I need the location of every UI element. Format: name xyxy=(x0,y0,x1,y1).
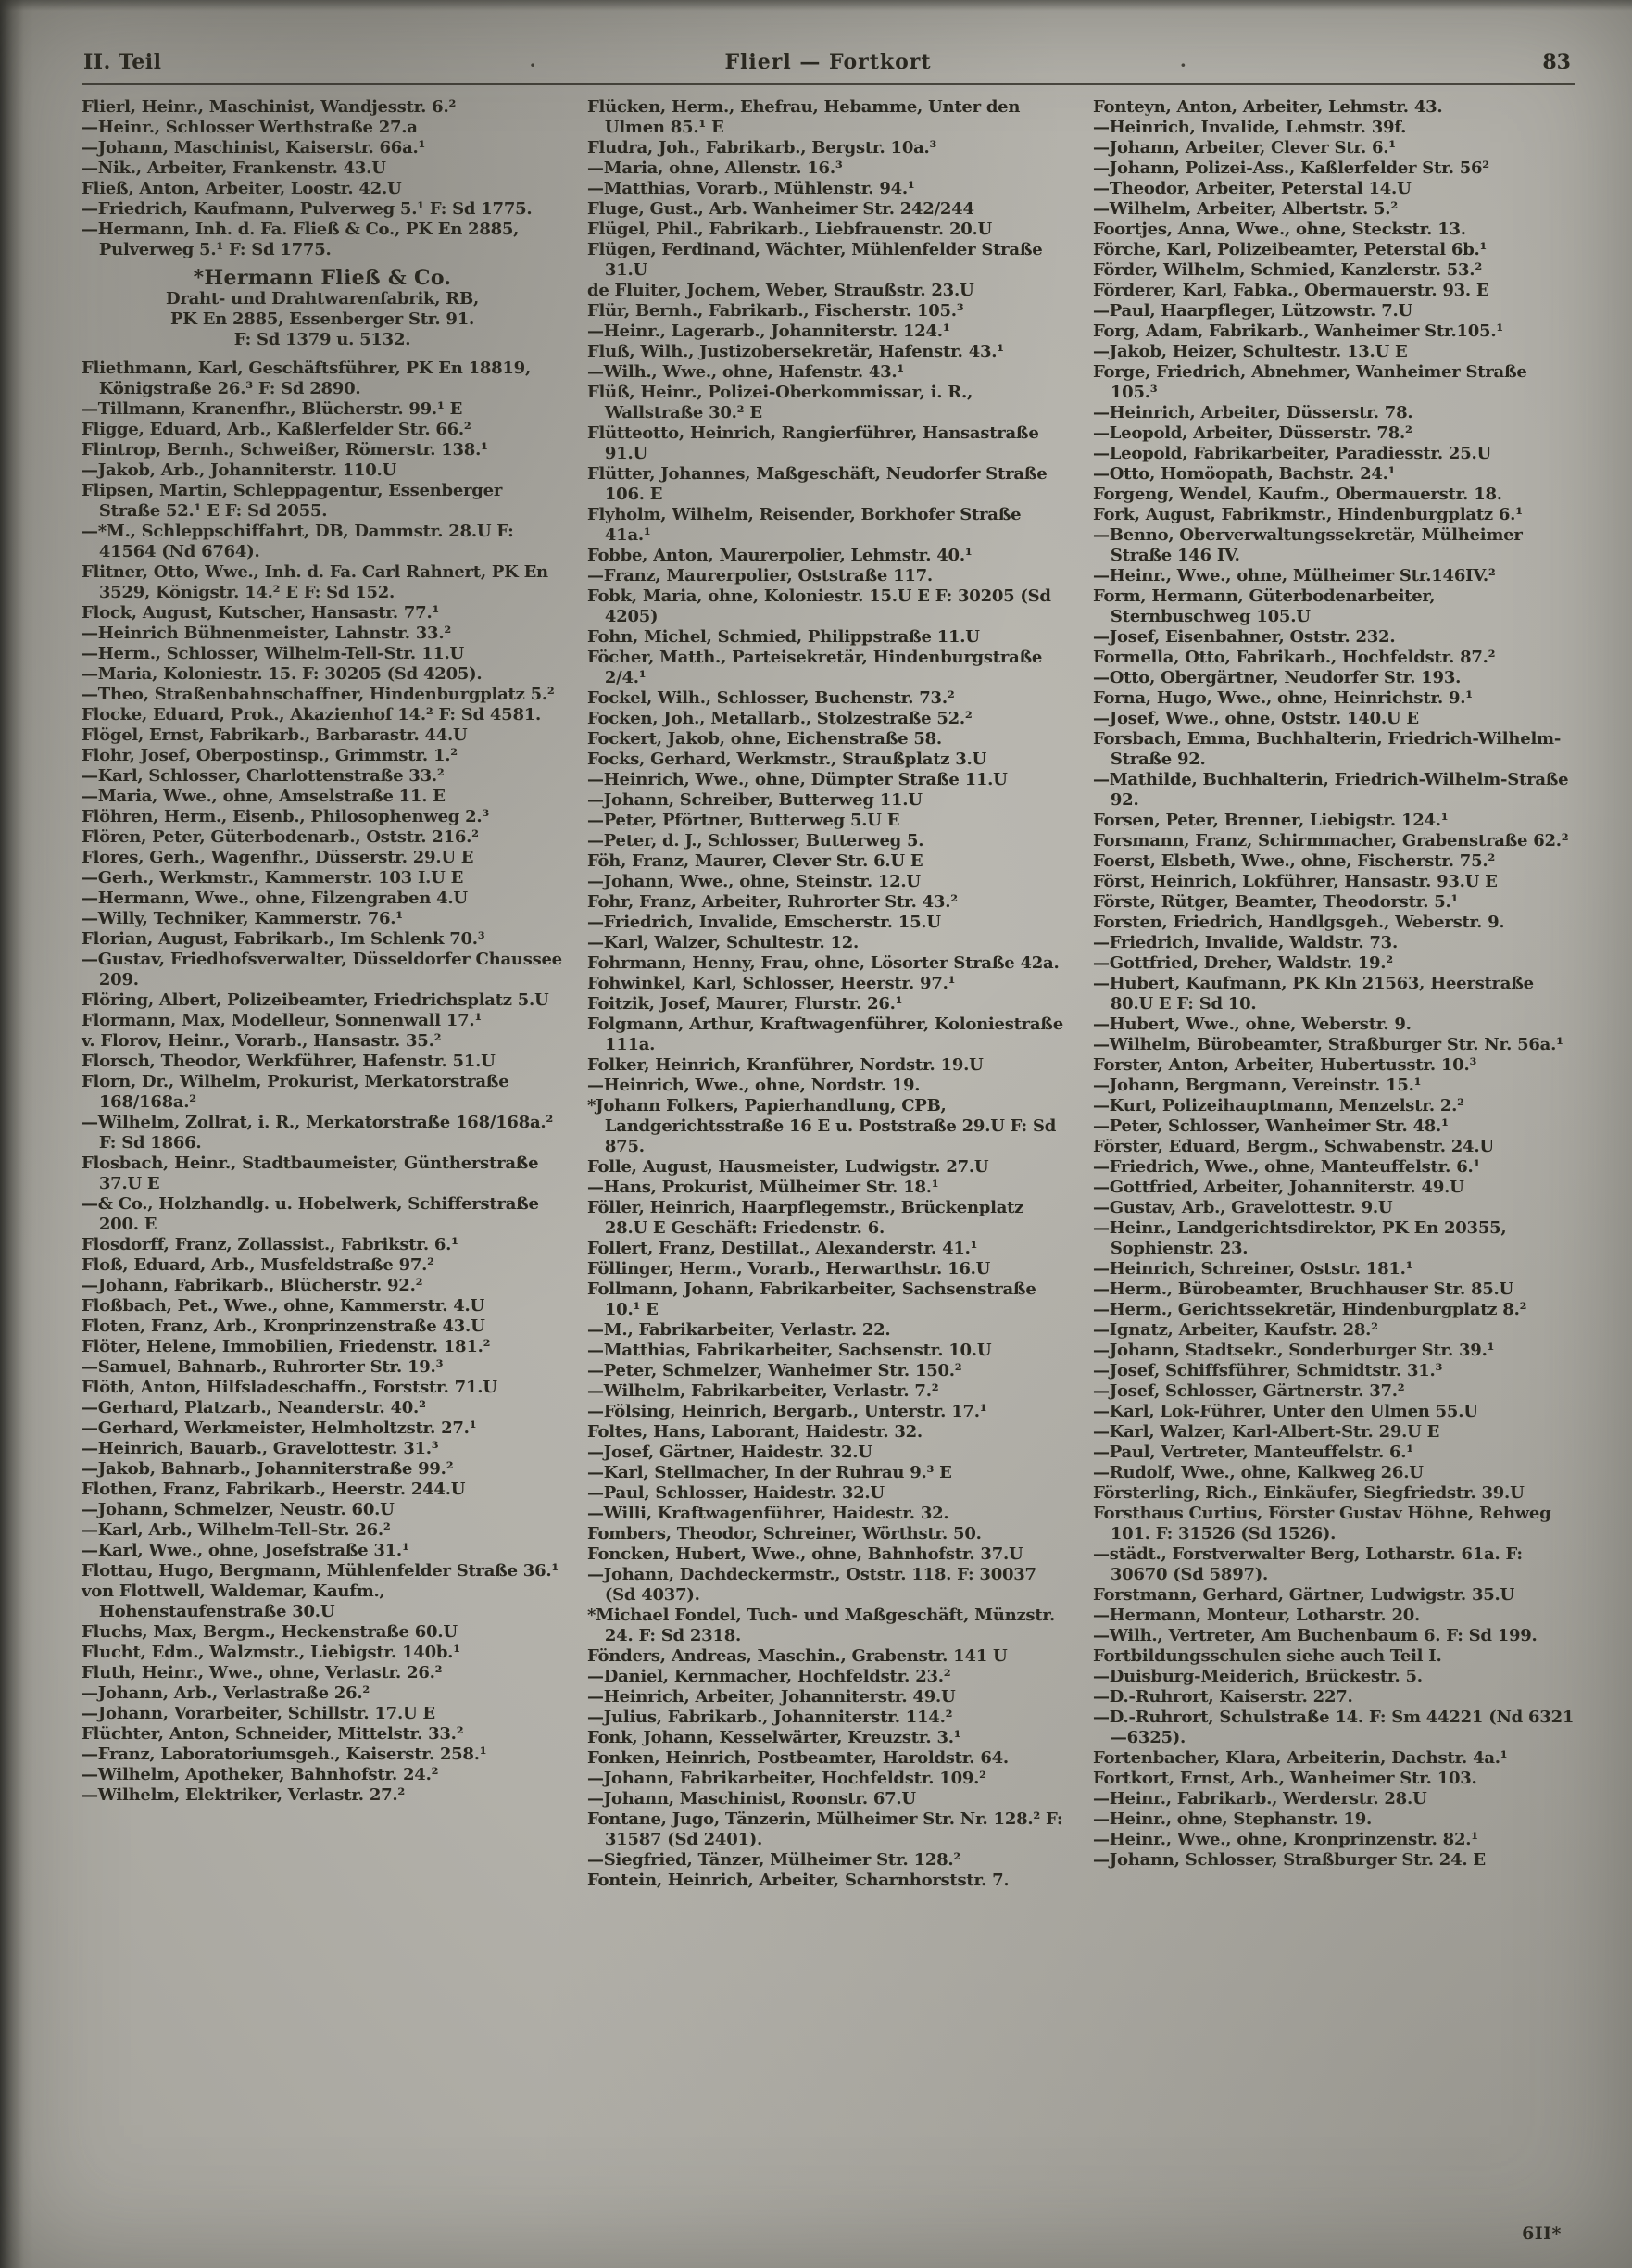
directory-entry: —Heinrich, Schreiner, Oststr. 181.¹ xyxy=(1093,1259,1413,1279)
directory-entry: —Karl, Walzer, Karl-Albert-Str. 29.U E xyxy=(1093,1422,1440,1442)
directory-entry: Folle, August, Hausmeister, Ludwigstr. 27.U xyxy=(587,1157,989,1177)
directory-entry: Forsthaus Curtius, Förster Gustav Höhne, Rehweg 101. F: 31526 (Sd 1526). xyxy=(1093,1504,1551,1544)
directory-entry: Focks, Gerhard, Werkmstr., Straußplatz 3.U xyxy=(587,750,986,769)
directory-entry: —Josef, Eisenbahner, Oststr. 232. xyxy=(1093,627,1396,647)
directory-entry: —Friedrich, Invalide, Waldstr. 73. xyxy=(1093,933,1398,952)
directory-entry: —Friedrich, Wwe., ohne, Manteuffelstr. 6.¹ xyxy=(1093,1157,1481,1177)
directory-entry: de Fluiter, Jochem, Weber, Straußstr. 23.U xyxy=(587,281,974,300)
directory-entry: —Daniel, Kernmacher, Hochfeldstr. 23.² xyxy=(587,1667,951,1686)
print-dot-left: · xyxy=(529,54,536,76)
running-head xyxy=(82,50,1575,83)
directory-entry: —Wilhelm, Fabrikarbeiter, Verlastr. 7.² xyxy=(587,1381,939,1401)
directory-entry: Forsten, Friedrich, Handlgsgeh., Weberstr. 9. xyxy=(1093,913,1505,932)
directory-entry: Floß, Eduard, Arb., Musfeldstraße 97.² xyxy=(82,1255,434,1275)
scan-top-shadow xyxy=(0,0,1632,11)
directory-entry: Föllinger, Herm., Vorarb., Herwarthstr. 16.U xyxy=(587,1259,991,1279)
directory-entry: —Karl, Schlosser, Charlottenstraße 33.² xyxy=(82,766,445,786)
directory-entry: Fobk, Maria, ohne, Koloniestr. 15.U E F: 30205 (Sd 4205) xyxy=(587,586,1051,626)
directory-entry: Florsch, Theodor, Werkführer, Hafenstr. 51.U xyxy=(82,1052,496,1071)
directory-entry: Foltes, Hans, Laborant, Haidestr. 32. xyxy=(587,1422,923,1442)
directory-entry: Fönders, Andreas, Maschin., Grabenstr. 141 U xyxy=(587,1646,1008,1666)
directory-entry: Fohn, Michel, Schmied, Philippstraße 11.U xyxy=(587,627,980,647)
directory-entry: —Karl, Arb., Wilhelm-Tell-Str. 26.² xyxy=(82,1520,391,1540)
directory-entry: —Josef, Wwe., ohne, Oststr. 140.U E xyxy=(1093,709,1419,728)
directory-entry: —Maria, Koloniestr. 15. F: 30205 (Sd 4205). xyxy=(82,664,483,684)
directory-entry: Formella, Otto, Fabrikarb., Hochfeldstr. 87.² xyxy=(1093,648,1496,667)
directory-entry: —Gustav, Friedhofsverwalter, Düsseldorfer Chaussee 209. xyxy=(82,950,562,989)
directory-entry: —Ignatz, Arbeiter, Kaufstr. 28.² xyxy=(1093,1320,1378,1340)
directory-entry: Forstmann, Gerhard, Gärtner, Ludwigstr. 35.U xyxy=(1093,1585,1514,1605)
directory-entry: Fortbildungsschulen siehe auch Teil I. xyxy=(1093,1646,1442,1666)
directory-entry: Fohr, Franz, Arbeiter, Ruhrorter Str. 43.² xyxy=(587,892,958,912)
directory-entry: —Gerh., Werkmstr., Kammerstr. 103 I.U E xyxy=(82,868,464,888)
column-3 xyxy=(1093,97,1575,1891)
directory-entry: Fombers, Theodor, Schreiner, Wörthstr. 50. xyxy=(587,1524,982,1544)
directory-entry: —Tillmann, Kranenfhr., Blücherstr. 99.¹ E xyxy=(82,399,463,419)
directory-entry: Flür, Bernh., Fabrikarb., Fischerstr. 105.³ xyxy=(587,301,964,321)
directory-entry: —Johann, Maschinist, Kaiserstr. 66a.¹ xyxy=(82,138,426,158)
directory-entry: Förste, Rütger, Beamter, Theodorstr. 5.¹ xyxy=(1093,892,1459,912)
directory-entry: —Johann, Schreiber, Butterweg 11.U xyxy=(587,790,923,810)
directory-entry: Flintrop, Bernh., Schweißer, Römerstr. 138.¹ xyxy=(82,440,488,460)
advert-line: F: Sd 1379 u. 5132. xyxy=(233,330,411,349)
directory-entry: —& Co., Holzhandlg. u. Hobelwerk, Schifferstraße 200. E xyxy=(82,1194,539,1234)
directory-entry: —Hermann, Wwe., ohne, Filzengraben 4.U xyxy=(82,888,468,908)
directory-entry: —Gerhard, Werkmeister, Helmholtzstr. 27.¹ xyxy=(82,1418,477,1438)
directory-entry: Fohrmann, Henny, Frau, ohne, Lösorter Straße 42a. xyxy=(587,953,1060,973)
directory-entry: —Paul, Schlosser, Haidestr. 32.U xyxy=(587,1483,885,1503)
directory-entry: Floten, Franz, Arb., Kronprinzenstraße 43.U xyxy=(82,1317,485,1336)
directory-entry: —Duisburg-Meiderich, Brückestr. 5. xyxy=(1093,1667,1423,1686)
directory-entry: *Michael Fondel, Tuch- und Maßgeschäft, Münzstr. 24. F: Sd 2318. xyxy=(587,1606,1055,1645)
directory-entry: Forsmann, Franz, Schirmmacher, Grabenstraße 62.² xyxy=(1093,831,1569,850)
directory-entry: —Johann, Fabrikarbeiter, Hochfeldstr. 109.² xyxy=(587,1769,986,1788)
directory-entry: Flücken, Herm., Ehefrau, Hebamme, Unter den Ulmen 85.¹ E xyxy=(587,97,1021,137)
directory-entry: Fliethmann, Karl, Geschäftsführer, PK En 18819, Königstraße 26.³ F: Sd 2890. xyxy=(82,359,531,398)
directory-entry: —Samuel, Bahnarb., Ruhrorter Str. 19.³ xyxy=(82,1357,444,1377)
directory-entry: —Wilhelm, Apotheker, Bahnhofstr. 24.² xyxy=(82,1765,439,1784)
directory-entry: Flierl, Heinr., Maschinist, Wandjesstr. 6.² xyxy=(82,97,457,117)
directory-entry: —Rudolf, Wwe., ohne, Kalkweg 26.U xyxy=(1093,1463,1424,1482)
directory-entry: —Gottfried, Arbeiter, Johanniterstr. 49.U xyxy=(1093,1178,1464,1197)
directory-entry: Fonken, Heinrich, Postbeamter, Haroldstr. 64. xyxy=(587,1748,1009,1768)
directory-entry: —Heinrich, Wwe., ohne, Dümpter Straße 11.U xyxy=(587,770,1008,789)
directory-entry: —Benno, Oberverwaltungssekretär, Mülheimer Straße 146 IV. xyxy=(1093,525,1523,565)
directory-entry: Florian, August, Fabrikarb., Im Schlenk 70.³ xyxy=(82,929,485,949)
directory-entry: —Wilh., Vertreter, Am Buchenbaum 6. F: Sd 199. xyxy=(1093,1626,1538,1645)
directory-entry: Flocke, Eduard, Prok., Akazienhof 14.² F: Sd 4581. xyxy=(82,705,542,724)
directory-entry: Flütter, Johannes, Maßgeschäft, Neudorfer Straße 106. E xyxy=(587,464,1048,504)
directory-entry: —Karl, Stellmacher, In der Ruhrau 9.³ E xyxy=(587,1463,952,1482)
directory-entry: —Franz, Laboratoriumsgeh., Kaiserstr. 258.¹ xyxy=(82,1745,487,1764)
directory-entry: —Jakob, Bahnarb., Johanniterstraße 99.² xyxy=(82,1459,454,1479)
directory-entry: —Heinrich, Invalide, Lehmstr. 39f. xyxy=(1093,118,1407,137)
directory-entry: Flügen, Ferdinand, Wächter, Mühlenfelder Straße 31.U xyxy=(587,240,1043,280)
column-1 xyxy=(82,97,563,1891)
directory-entry: —Heinrich Bühnenmeister, Lahnstr. 33.² xyxy=(82,624,451,643)
directory-entry: —Friedrich, Invalide, Emscherstr. 15.U xyxy=(587,913,941,932)
directory-entry: —Siegfried, Tänzer, Mülheimer Str. 128.² xyxy=(587,1850,961,1870)
directory-entry: —Karl, Lok-Führer, Unter den Ulmen 55.U xyxy=(1093,1402,1478,1421)
directory-entry: —Johann, Bergmann, Vereinstr. 15.¹ xyxy=(1093,1076,1422,1095)
directory-entry: Fontane, Jugo, Tänzerin, Mülheimer Str. Nr. 128.² F: 31587 (Sd 2401). xyxy=(587,1809,1063,1849)
directory-entry: Flosbach, Heinr., Stadtbaumeister, Güntherstraße 37.U E xyxy=(82,1153,539,1193)
directory-entry: Fontein, Heinrich, Arbeiter, Scharnhorststr. 7. xyxy=(587,1871,1010,1890)
scan-gutter-shadow xyxy=(0,0,33,2268)
directory-entry: —Mathilde, Buchhalterin, Friedrich-Wilhelm-Straße 92. xyxy=(1093,770,1569,810)
running-head-section: II. Teil xyxy=(83,50,162,74)
directory-entry: Form, Hermann, Güterbodenarbeiter, Sternbuschweg 105.U xyxy=(1093,586,1436,626)
directory-entry: —Johann, Maschinist, Roonstr. 67.U xyxy=(587,1789,916,1808)
directory-entry: Flosdorff, Franz, Zollassist., Fabrikstr. 6.¹ xyxy=(82,1235,458,1254)
directory-entry: —Hans, Prokurist, Mülheimer Str. 18.¹ xyxy=(587,1178,939,1197)
directory-entry: Follert, Franz, Destillat., Alexanderstr. 41.¹ xyxy=(587,1239,978,1258)
directory-entry: —Johann, Schmelzer, Neustr. 60.U xyxy=(82,1500,395,1519)
directory-entry: —Fölsing, Heinrich, Bergarb., Unterstr. 17.¹ xyxy=(587,1402,987,1421)
directory-entry: —Heinrich, Bauarb., Gravelottestr. 31.³ xyxy=(82,1439,439,1458)
directory-entry: Fonteyn, Anton, Arbeiter, Lehmstr. 43. xyxy=(1093,97,1443,117)
directory-entry: —Johann, Arb., Verlastraße 26.² xyxy=(82,1683,370,1703)
running-head-range: Flierl — Fortkort xyxy=(724,50,932,74)
directory-entry: —Heinr., Wwe., ohne, Kronprinzenstr. 82.¹ xyxy=(1093,1830,1478,1849)
directory-entry: —Herm., Schlosser, Wilhelm-Tell-Str. 11.U xyxy=(82,644,464,663)
directory-entry: Flyholm, Wilhelm, Reisender, Borkhofer Straße 41a.¹ xyxy=(587,505,1022,545)
advert-line: PK En 2885, Essenberger Str. 91. xyxy=(170,309,474,329)
directory-entry: Flipsen, Martin, Schleppagentur, Essenberger Straße 52.¹ E F: Sd 2055. xyxy=(82,481,503,521)
directory-entry: Flores, Gerh., Wagenfhr., Düsserstr. 29.U E xyxy=(82,848,474,867)
directory-entry: —Matthias, Vorarb., Mühlenstr. 94.¹ xyxy=(587,179,915,198)
directory-entry: Flüß, Heinr., Polizei-Oberkommissar, i. R., Wallstraße 30.² E xyxy=(587,383,973,422)
directory-entry: —Josef, Gärtner, Haidestr. 32.U xyxy=(587,1443,872,1462)
directory-entry: —Wilhelm, Elektriker, Verlastr. 27.² xyxy=(82,1785,406,1805)
directory-entry: —Gustav, Arb., Gravelottestr. 9.U xyxy=(1093,1198,1393,1217)
directory-entry: Foncken, Hubert, Wwe., ohne, Bahnhofstr. 37.U xyxy=(587,1544,1023,1564)
directory-entry: —D.-Ruhrort, Kaiserstr. 227. xyxy=(1093,1687,1353,1707)
directory-entry: Fohwinkel, Karl, Schlosser, Heerstr. 97.¹ xyxy=(587,974,956,993)
directory-entry: Föcher, Matth., Parteisekretär, Hindenburgstraße 2/4.¹ xyxy=(587,648,1043,687)
directory-entry: —Johann, Fabrikarb., Blücherstr. 92.² xyxy=(82,1276,423,1295)
directory-entry: —Jakob, Heizer, Schultestr. 13.U E xyxy=(1093,342,1408,361)
directory-entry: Folgmann, Arthur, Kraftwagenführer, Koloniestraße 111a. xyxy=(587,1014,1063,1054)
directory-entry: Förche, Karl, Polizeibeamter, Peterstal 6b.¹ xyxy=(1093,240,1488,259)
directory-entry: Försterling, Rich., Einkäufer, Siegfriedstr. 39.U xyxy=(1093,1483,1525,1503)
directory-entry: Flüchter, Anton, Schneider, Mittelstr. 33.² xyxy=(82,1724,464,1744)
directory-entry: —Wilh., Wwe., ohne, Hafenstr. 43.¹ xyxy=(587,362,905,382)
advert-line: Draht- und Drahtwarenfabrik, RB, xyxy=(165,289,480,309)
advert-title: *Hermann Fließ & Co. xyxy=(193,266,452,290)
directory-entry: —Hubert, Kaufmann, PK Kln 21563, Heerstraße 80.U E F: Sd 10. xyxy=(1093,974,1534,1014)
directory-entry: —Gerhard, Platzarb., Neanderstr. 40.² xyxy=(82,1398,426,1418)
directory-entry: Fortenbacher, Klara, Arbeiterin, Dachstr. 4a.¹ xyxy=(1093,1748,1508,1768)
page-number: 83 xyxy=(1542,50,1571,74)
directory-entry: —Heinr., Fabrikarb., Werderstr. 28.U xyxy=(1093,1789,1427,1808)
directory-entry: Fludra, Joh., Fabrikarb., Bergstr. 10a.³ xyxy=(587,138,937,158)
directory-entry: —Hubert, Wwe., ohne, Weberstr. 9. xyxy=(1093,1014,1412,1034)
directory-entry: Förder, Wilhelm, Schmied, Kanzlerstr. 53.² xyxy=(1093,260,1482,280)
directory-entry: —Otto, Obergärtner, Neudorfer Str. 193. xyxy=(1093,668,1462,687)
directory-entry: Flügel, Phil., Fabrikarb., Liebfrauenstr. 20.U xyxy=(587,220,992,239)
directory-entry: Fließ, Anton, Arbeiter, Loostr. 42.U xyxy=(82,179,402,198)
directory-entry: Follmann, Johann, Fabrikarbeiter, Sachsenstraße 10.¹ E xyxy=(587,1279,1036,1319)
directory-entry: Floßbach, Pet., Wwe., ohne, Kammerstr. 4.U xyxy=(82,1296,485,1316)
directory-entry: —Peter, d. J., Schlosser, Butterweg 5. xyxy=(587,831,924,850)
directory-entry: Flögel, Ernst, Fabrikarb., Barbarastr. 44.U xyxy=(82,725,468,745)
directory-entry: —Leopold, Arbeiter, Düsserstr. 78.² xyxy=(1093,423,1412,443)
directory-entry: —Herm., Bürobeamter, Bruchhauser Str. 85.U xyxy=(1093,1279,1513,1299)
directory-entry: Flormann, Max, Modelleur, Sonnenwall 17.¹ xyxy=(82,1011,483,1030)
directory-entry: Flöhren, Herm., Eisenb., Philosophenweg 2.³ xyxy=(82,807,490,826)
directory-entry: —Kurt, Polizeihauptmann, Menzelstr. 2.² xyxy=(1093,1096,1464,1115)
directory-entry: —Heinr., Lagerarb., Johanniterstr. 124.¹ xyxy=(587,321,950,341)
directory-entry: —Josef, Schiffsführer, Schmidtstr. 31.³ xyxy=(1093,1361,1443,1380)
directory-entry: —Wilhelm, Zollrat, i. R., Merkatorstraße 168/168a.² F: Sd 1866. xyxy=(82,1113,554,1153)
directory-entry: *Johann Folkers, Papierhandlung, CPB, Landgerichtsstraße 16 E u. Poststraße 29.U F: Sd 875. xyxy=(587,1096,1057,1156)
directory-entry: Foitzik, Josef, Maurer, Flurstr. 26.¹ xyxy=(587,994,903,1014)
directory-entry: —Peter, Pförtner, Butterweg 5.U E xyxy=(587,811,900,830)
directory-entry: Fockel, Wilh., Schlosser, Buchenstr. 73.² xyxy=(587,688,955,708)
directory-entry: Fork, August, Fabrikmstr., Hindenburgplatz 6.¹ xyxy=(1093,505,1523,524)
directory-entry: Flütteotto, Heinrich, Rangierführer, Hansastraße 91.U xyxy=(587,423,1039,463)
directory-entry: v. Florov, Heinr., Vorarb., Hansastr. 35.² xyxy=(82,1031,442,1051)
directory-entry: Fluchs, Max, Bergm., Heckenstraße 60.U xyxy=(82,1622,458,1642)
directory-entry: —Nik., Arbeiter, Frankenstr. 43.U xyxy=(82,158,386,178)
print-dot-right: · xyxy=(1179,54,1186,76)
directory-entry: —Friedrich, Kaufmann, Pulverweg 5.¹ F: Sd 1775. xyxy=(82,199,533,219)
directory-entry: Fligge, Eduard, Arb., Kaßlerfelder Str. 66.² xyxy=(82,420,471,439)
directory-entry: —Peter, Schlosser, Wanheimer Str. 48.¹ xyxy=(1093,1116,1449,1136)
directory-entry: —D.-Ruhrort, Schulstraße 14. F: Sm 44221 (Nd 6321—6325). xyxy=(1093,1707,1575,1747)
directory-entry: —Willi, Kraftwagenführer, Haidestr. 32. xyxy=(587,1504,949,1523)
directory-entry: Forgeng, Wendel, Kaufm., Obermauerstr. 18. xyxy=(1093,485,1502,504)
directory-entry: —Franz, Maurerpolier, Oststraße 117. xyxy=(587,566,933,586)
directory-entry: Forsbach, Emma, Buchhalterin, Friedrich-Wilhelm-Straße 92. xyxy=(1093,729,1562,769)
directory-entry: —Paul, Vertreter, Manteuffelstr. 6.¹ xyxy=(1093,1443,1413,1462)
directory-entry: Först, Heinrich, Lokführer, Hansastr. 93.U E xyxy=(1093,872,1498,891)
directory-entry: —Hermann, Inh. d. Fa. Fließ & Co., PK En 2885, Pulverweg 5.¹ F: Sd 1775. xyxy=(82,220,520,259)
directory-entry: —*M., Schleppschiffahrt, DB, Dammstr. 28.U F: 41564 (Nd 6764). xyxy=(82,522,514,561)
directory-entry: Förderer, Karl, Fabka., Obermauerstr. 93. E xyxy=(1093,281,1489,300)
directory-entry: —Johann, Polizei-Ass., Kaßlerfelder Str. 56² xyxy=(1093,158,1489,178)
directory-entry: Flitner, Otto, Wwe., Inh. d. Fa. Carl Rahnert, PK En 3529, Königstr. 14.² E F: Sd 152. xyxy=(82,562,548,602)
directory-entry: Forg, Adam, Fabrikarb., Wanheimer Str.105.¹ xyxy=(1093,321,1503,341)
directory-entry: Flöter, Helene, Immobilien, Friedenstr. 181.² xyxy=(82,1337,491,1356)
directory-entry: —Heinr., Landgerichtsdirektor, PK En 20355, Sophienstr. 23. xyxy=(1093,1218,1507,1258)
directory-entry: —Wilhelm, Arbeiter, Albertstr. 5.² xyxy=(1093,199,1398,219)
directory-entry: —Wilhelm, Bürobeamter, Straßburger Str. Nr. 56a.¹ xyxy=(1093,1035,1563,1054)
directory-entry: von Flottwell, Waldemar, Kaufm., Hohenstaufenstraße 30.U xyxy=(82,1581,385,1621)
directory-entry: Föh, Franz, Maurer, Clever Str. 6.U E xyxy=(587,851,923,871)
directory-columns xyxy=(82,97,1575,1891)
printers-signature-mark: 6II* xyxy=(1522,2224,1562,2244)
directory-entry: —Maria, Wwe., ohne, Amselstraße 11. E xyxy=(82,787,446,806)
directory-entry: —Heinrich, Wwe., ohne, Nordstr. 19. xyxy=(587,1076,921,1095)
directory-entry: —Josef, Schlosser, Gärtnerstr. 37.² xyxy=(1093,1381,1405,1401)
directory-entry: —Otto, Homöopath, Bachstr. 24.¹ xyxy=(1093,464,1396,484)
directory-entry: —Karl, Wwe., ohne, Josefstraße 31.¹ xyxy=(82,1541,409,1560)
directory-entry: Forge, Friedrich, Abnehmer, Wanheimer Straße 105.³ xyxy=(1093,362,1527,402)
directory-entry: Forsen, Peter, Brenner, Liebigstr. 124.¹ xyxy=(1093,811,1449,830)
directory-entry: Focken, Joh., Metallarb., Stolzestraße 52.² xyxy=(587,709,973,728)
directory-entry: —M., Fabrikarbeiter, Verlastr. 22. xyxy=(587,1320,891,1340)
directory-entry: Flöth, Anton, Hilfsladeschaffn., Forststr. 71.U xyxy=(82,1378,497,1397)
directory-entry: —Herm., Gerichtssekretär, Hindenburgplatz 8.² xyxy=(1093,1300,1527,1319)
directory-entry: Fockert, Jakob, ohne, Eichenstraße 58. xyxy=(587,729,942,749)
directory-entry: —Leopold, Fabrikarbeiter, Paradiesstr. 25.U xyxy=(1093,444,1491,463)
directory-entry: —Maria, ohne, Allenstr. 16.³ xyxy=(587,158,843,178)
directory-entry: Foerst, Elsbeth, Wwe., ohne, Fischerstr. 75.² xyxy=(1093,851,1496,871)
column-2 xyxy=(587,97,1069,1891)
directory-entry: —Heinr., Schlosser Werthstraße 27.a xyxy=(82,118,418,137)
directory-entry: Flock, August, Kutscher, Hansastr. 77.¹ xyxy=(82,603,440,623)
directory-entry: —Theo, Straßenbahnschaffner, Hindenburgplatz 5.² xyxy=(82,685,555,704)
directory-entry: —Johann, Arbeiter, Clever Str. 6.¹ xyxy=(1093,138,1396,158)
header-rule xyxy=(82,83,1575,85)
page-body xyxy=(82,50,1575,2242)
directory-entry: Fluß, Wilh., Justizobersekretär, Hafenstr. 43.¹ xyxy=(587,342,1004,361)
directory-entry: Fluge, Gust., Arb. Wanheimer Str. 242/244 xyxy=(587,199,974,219)
directory-entry: —Heinr., ohne, Stephanstr. 19. xyxy=(1093,1809,1372,1829)
directory-entry: Forster, Anton, Arbeiter, Hubertusstr. 10.³ xyxy=(1093,1055,1477,1075)
directory-entry: —Johann, Wwe., ohne, Steinstr. 12.U xyxy=(587,872,921,891)
directory-entry: Fluth, Heinr., Wwe., ohne, Verlastr. 26.² xyxy=(82,1663,443,1682)
directory-entry: —städt., Forstverwalter Berg, Lotharstr. 61a. F: 30670 (Sd 5897). xyxy=(1093,1544,1523,1584)
directory-entry: Forna, Hugo, Wwe., ohne, Heinrichstr. 9.¹ xyxy=(1093,688,1473,708)
directory-entry: Florn, Dr., Wilhelm, Prokurist, Merkatorstraße 168/168a.² xyxy=(82,1072,509,1112)
directory-entry: —Johann, Dachdeckermstr., Oststr. 118. F: 30037 (Sd 4037). xyxy=(587,1565,1036,1605)
directory-entry: —Gottfried, Dreher, Waldstr. 19.² xyxy=(1093,953,1393,973)
directory-entry: Föller, Heinrich, Haarpflegemstr., Brückenplatz 28.U E Geschäft: Friedenstr. 6. xyxy=(587,1198,1024,1238)
directory-entry: Folker, Heinrich, Kranführer, Nordstr. 19.U xyxy=(587,1055,984,1075)
directory-entry: Flohr, Josef, Oberpostinsp., Grimmstr. 1.² xyxy=(82,746,458,765)
directory-entry: —Johann, Vorarbeiter, Schillstr. 17.U E xyxy=(82,1704,435,1723)
directory-entry: —Johann, Schlosser, Straßburger Str. 24. E xyxy=(1093,1850,1486,1870)
directory-entry: —Julius, Fabrikarb., Johanniterstr. 114.² xyxy=(587,1707,953,1727)
directory-entry: —Willy, Techniker, Kammerstr. 76.¹ xyxy=(82,909,403,928)
directory-entry: Flottau, Hugo, Bergmann, Mühlenfelder Straße 36.¹ xyxy=(82,1561,559,1581)
directory-entry: —Heinr., Wwe., ohne, Mülheimer Str.146IV.² xyxy=(1093,566,1496,586)
directory-entry: —Heinrich, Arbeiter, Johanniterstr. 49.U xyxy=(587,1687,956,1707)
directory-entry: —Heinrich, Arbeiter, Düsserstr. 78. xyxy=(1093,403,1413,422)
directory-entry: Fonk, Johann, Kesselwärter, Kreuzstr. 3.¹ xyxy=(587,1728,961,1747)
directory-entry: —Peter, Schmelzer, Wanheimer Str. 150.² xyxy=(587,1361,962,1380)
directory-entry: Fobbe, Anton, Maurerpolier, Lehmstr. 40.¹ xyxy=(587,546,973,565)
directory-entry: Förster, Eduard, Bergm., Schwabenstr. 24.U xyxy=(1093,1137,1494,1156)
directory-entry: —Karl, Walzer, Schultestr. 12. xyxy=(587,933,860,952)
directory-entry: Flothen, Franz, Fabrikarb., Heerstr. 244.U xyxy=(82,1480,466,1499)
directory-entry: —Paul, Haarpfleger, Lützowstr. 7.U xyxy=(1093,301,1412,321)
directory-entry: Flören, Peter, Güterbodenarb., Oststr. 216.² xyxy=(82,827,479,847)
directory-entry: —Hermann, Monteur, Lotharstr. 20. xyxy=(1093,1606,1421,1625)
directory-entry: —Johann, Stadtsekr., Sonderburger Str. 39.¹ xyxy=(1093,1341,1495,1360)
directory-entry: —Jakob, Arb., Johanniterstr. 110.U xyxy=(82,460,396,480)
directory-entry: Flucht, Edm., Walzmstr., Liebigstr. 140b.¹ xyxy=(82,1643,460,1662)
directory-entry: Fortkort, Ernst, Arb., Wanheimer Str. 103. xyxy=(1093,1769,1477,1788)
directory-entry: Foortjes, Anna, Wwe., ohne, Steckstr. 13. xyxy=(1093,220,1466,239)
directory-entry: —Theodor, Arbeiter, Peterstal 14.U xyxy=(1093,179,1412,198)
directory-entry: Flöring, Albert, Polizeibeamter, Friedrichsplatz 5.U xyxy=(82,990,549,1010)
directory-entry: —Matthias, Fabrikarbeiter, Sachsenstr. 10.U xyxy=(587,1341,992,1360)
